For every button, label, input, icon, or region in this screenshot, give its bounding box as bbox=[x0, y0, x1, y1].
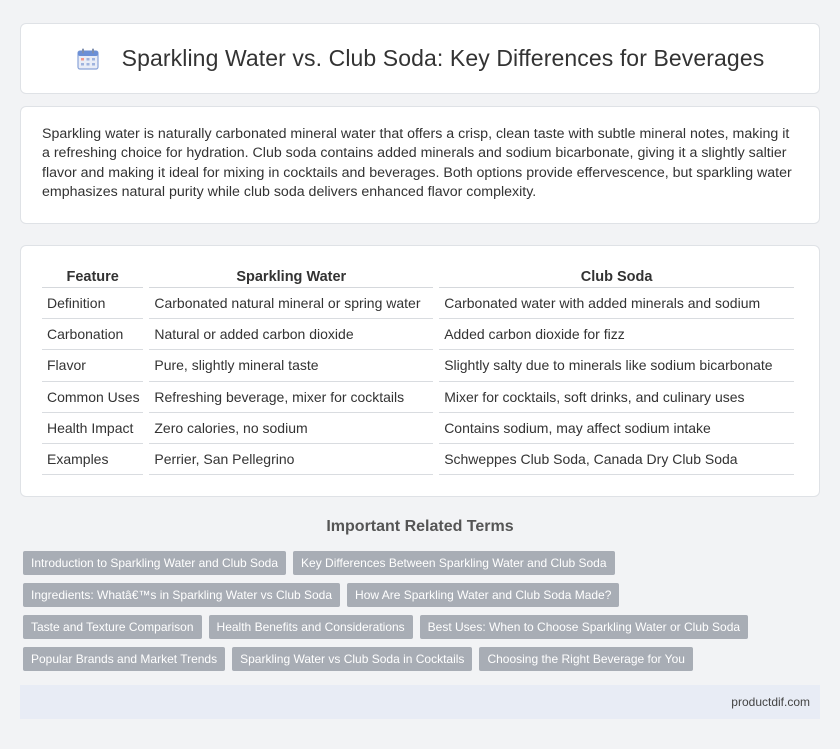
table-cell: Common Uses bbox=[42, 382, 143, 413]
table-cell: Zero calories, no sodium bbox=[149, 413, 433, 444]
table-cell: Carbonated natural mineral or spring water bbox=[149, 288, 433, 319]
table-cell: Added carbon dioxide for fizz bbox=[439, 319, 794, 350]
comparison-table-card bbox=[20, 245, 820, 497]
table-cell: Flavor bbox=[42, 350, 143, 381]
related-term-link[interactable]: Ingredients: Whatâ€™s in Sparkling Water vs Club Soda bbox=[23, 583, 340, 607]
table-cell: Mixer for cocktails, soft drinks, and culinary uses bbox=[439, 382, 794, 413]
comparison-table bbox=[36, 264, 800, 475]
calendar-icon bbox=[76, 47, 100, 71]
intro-card bbox=[20, 106, 820, 224]
related-terms-list bbox=[23, 551, 803, 671]
table-row bbox=[42, 319, 794, 350]
related-terms-heading: Important Related Terms bbox=[326, 518, 514, 535]
related-term-link[interactable]: Health Benefits and Considerations bbox=[209, 615, 413, 639]
table-cell: Natural or added carbon dioxide bbox=[149, 319, 433, 350]
column-header-club-soda: Club Soda bbox=[439, 264, 794, 288]
table-row bbox=[42, 382, 794, 413]
table-header-row bbox=[42, 264, 794, 288]
related-term-link[interactable]: How Are Sparkling Water and Club Soda Made? bbox=[347, 583, 619, 607]
related-term-link[interactable]: Best Uses: When to Choose Sparkling Water or Club Soda bbox=[420, 615, 748, 639]
table-cell: Definition bbox=[42, 288, 143, 319]
table-row bbox=[42, 444, 794, 475]
column-header-feature: Feature bbox=[42, 264, 143, 288]
related-term-link[interactable]: Key Differences Between Sparkling Water and Club Soda bbox=[293, 551, 615, 575]
header-card bbox=[20, 23, 820, 94]
table-cell: Slightly salty due to minerals like sodium bicarbonate bbox=[439, 350, 794, 381]
table-cell: Refreshing beverage, mixer for cocktails bbox=[149, 382, 433, 413]
related-term-link[interactable]: Introduction to Sparkling Water and Club Soda bbox=[23, 551, 286, 575]
table-cell: Health Impact bbox=[42, 413, 143, 444]
table-row bbox=[42, 413, 794, 444]
page-title: Sparkling Water vs. Club Soda: Key Differences for Beverages bbox=[121, 45, 765, 71]
footer bbox=[20, 685, 820, 719]
table-cell: Carbonation bbox=[42, 319, 143, 350]
table-row bbox=[42, 350, 794, 381]
related-term-link[interactable]: Taste and Texture Comparison bbox=[23, 615, 202, 639]
table-cell: Pure, slightly mineral taste bbox=[149, 350, 433, 381]
related-term-link[interactable]: Sparkling Water vs Club Soda in Cocktails bbox=[232, 647, 472, 671]
table-cell: Perrier, San Pellegrino bbox=[149, 444, 433, 475]
title-wrap bbox=[76, 45, 765, 72]
column-header-sparkling-water: Sparkling Water bbox=[149, 264, 433, 288]
table-cell: Schweppes Club Soda, Canada Dry Club Soda bbox=[439, 444, 794, 475]
related-term-link[interactable]: Popular Brands and Market Trends bbox=[23, 647, 225, 671]
footer-site-name: productdif.com bbox=[731, 695, 810, 709]
table-cell: Carbonated water with added minerals and sodium bbox=[439, 288, 794, 319]
table-row bbox=[42, 288, 794, 319]
related-term-link[interactable]: Choosing the Right Beverage for You bbox=[479, 647, 692, 671]
table-cell: Examples bbox=[42, 444, 143, 475]
intro-paragraph: Sparkling water is naturally carbonated mineral water that offers a crisp, clean taste with subtle mineral notes, making it a refreshing choice for hydration. Club soda contains added minerals and sodium bicarbonate, giving it a slightly saltier flavor and making it ideal for mixing in cocktails and beverages. Both options provide effervescence, but sparkling water emphasizes natural purity while club soda delivers enhanced flavor complexity. bbox=[42, 126, 792, 201]
table-cell: Contains sodium, may affect sodium intake bbox=[439, 413, 794, 444]
